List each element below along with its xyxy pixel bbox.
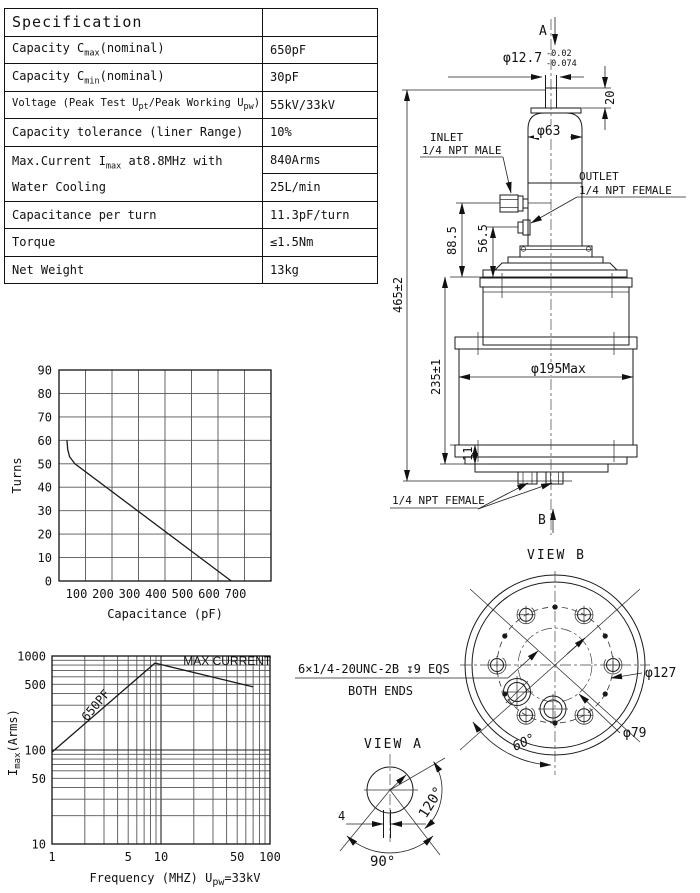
inner-circle-diameter-label: φ79 [623,726,647,741]
spec-label: Net Weight [5,256,263,284]
y-tick-label: 70 [37,410,52,425]
y-tick-label: 10 [31,837,46,852]
y-tick-label: 40 [37,480,52,495]
outlet-label-line1: OUTLET [579,170,619,183]
y-tick-label: 1000 [17,649,46,664]
x-tick-label: 10 [153,850,169,864]
x-tick-label: 50 [229,850,245,864]
table-row [5,9,378,37]
main-diameter-label: φ195Max [531,362,586,377]
x-tick-label: 100 [65,587,88,601]
shaft-diameter-label: φ12.7 [503,51,543,66]
table-row [5,256,378,284]
table-row [5,91,378,119]
x-tick-label: 200 [92,587,114,601]
y-tick-label: 20 [37,527,52,542]
tolerance-upper-label: -0.02 [546,49,572,59]
threaded-hole [575,606,593,624]
spec-value: 55kV/33kV [263,91,378,119]
inlet-label-line1: INLET [430,131,464,144]
threaded-hole [517,706,535,724]
spec-table-title: Specification [5,9,263,37]
bottom-port-label: 1/4 NPT FEMALE [392,494,485,507]
y-tick-label: 500 [24,677,46,692]
slot-width-label: 4 [338,809,346,823]
spec-label: Capacitance per turn [5,201,263,229]
threaded-hole [517,606,535,624]
inlet-label-line2: 1/4 NPT MALE [422,144,502,157]
x-tick-label: 300 [118,587,141,601]
y-tick-label: 50 [31,771,46,786]
table-row [5,146,378,174]
dim-11-label: 11 [461,446,475,461]
bottom-npt-ports [518,472,563,484]
chart-annotation: 650PF [78,686,113,724]
spec-value: 11.3pF/turn [263,201,378,229]
table-row [5,229,378,257]
x-axis-label: Capacitance (pF) [107,607,223,621]
view-b-direction-label: B [538,513,546,528]
dimension-lines [390,17,686,533]
spec-table [4,8,378,284]
x-tick-label: 100 [259,850,281,864]
tolerance-lower-label: -0.074 [546,59,577,69]
x-tick-label: 500 [171,587,194,601]
spec-value: 13kg [263,256,378,284]
y-tick-label: 30 [37,504,52,519]
angle-120-label: 120° [415,784,448,822]
x-tick-label: 1 [48,850,56,864]
spec-value: 10% [263,119,378,147]
table-row [5,201,378,229]
dim-20-label: 20 [603,90,617,105]
y-tick-label: 100 [24,743,46,758]
spec-label: Capacity $C_{max}(nominal)$ [5,36,263,64]
threaded-hole [604,656,622,674]
spec-value: ≤1.5Nm [263,229,378,257]
thread-note-line2: BOTH ENDS [348,684,414,698]
view-a-direction-label: A [539,24,547,39]
spec-label: Torque [5,229,263,257]
spec-value: 30pF [263,64,378,92]
body-diameter-label: φ63 [537,124,561,139]
dim-235-label: 235±1 [429,358,443,395]
threaded-hole [488,656,506,674]
dim-88-5-label: 88.5 [445,226,459,255]
centerlines [460,571,650,775]
x-axis-label: Frequency (MHZ) $U_{pw}=33kV$ [89,871,261,888]
x-tick-label: 400 [145,587,167,601]
dim-56-5-label: 56.5 [476,224,490,253]
angle-60-label: 60° [510,731,538,755]
spec-label: Capacity tolerance (liner Range) [5,119,263,147]
x-tick-label: 600 [198,587,220,601]
thread-note-line1: 6×1/4-20UNC-2B ↧9 EQS [298,662,450,676]
spec-table-title-value [263,9,378,37]
y-tick-label: 0 [44,574,52,589]
y-tick-label: 50 [37,457,52,472]
shaft-end-face [364,754,418,842]
chart-annotation: MAX CURRENT [183,654,272,669]
table-row [5,64,378,92]
bolt-circle-diameter-label: φ127 [645,666,677,681]
x-tick-label: 5 [124,850,132,864]
spec-value: 840Arms [263,146,378,174]
table-row [5,36,378,64]
outlet-label-line2: 1/4 NPT FEMALE [579,184,672,197]
dim-465-label: 465±2 [391,276,405,313]
spec-value: 25L/min [263,174,378,202]
main-outline-drawing [390,5,700,549]
view-a-title: VIEW A [364,737,423,752]
spec-label: Voltage (Peak Test $U_{pt}$/Peak Working $U_{pw}$) [5,91,263,119]
threaded-hole [575,706,593,724]
inlet-fitting [500,195,528,212]
table-row [5,119,378,147]
turns-capacitance-chart [5,357,297,633]
y-tick-label: 10 [37,551,52,566]
view-a-drawing [330,726,480,889]
angle-90-label: 90° [370,854,396,870]
y-tick-label: 90 [37,363,52,378]
y-tick-label: 60 [37,433,52,448]
y-axis-label: Turns [10,457,24,494]
current-frequency-chart [2,643,304,893]
spec-value: 650pF [263,36,378,64]
view-b-title: VIEW B [527,548,586,563]
spec-label: Max.Current $I_{max}$ at8.8MHz with Water Cooling [5,146,263,201]
spec-label: Capacity $C_{min}(nominal)$ [5,64,263,92]
y-axis-label: $I_{max}(Arms)$ [6,709,23,776]
y-tick-label: 80 [37,386,52,401]
x-tick-label: 700 [224,587,247,601]
